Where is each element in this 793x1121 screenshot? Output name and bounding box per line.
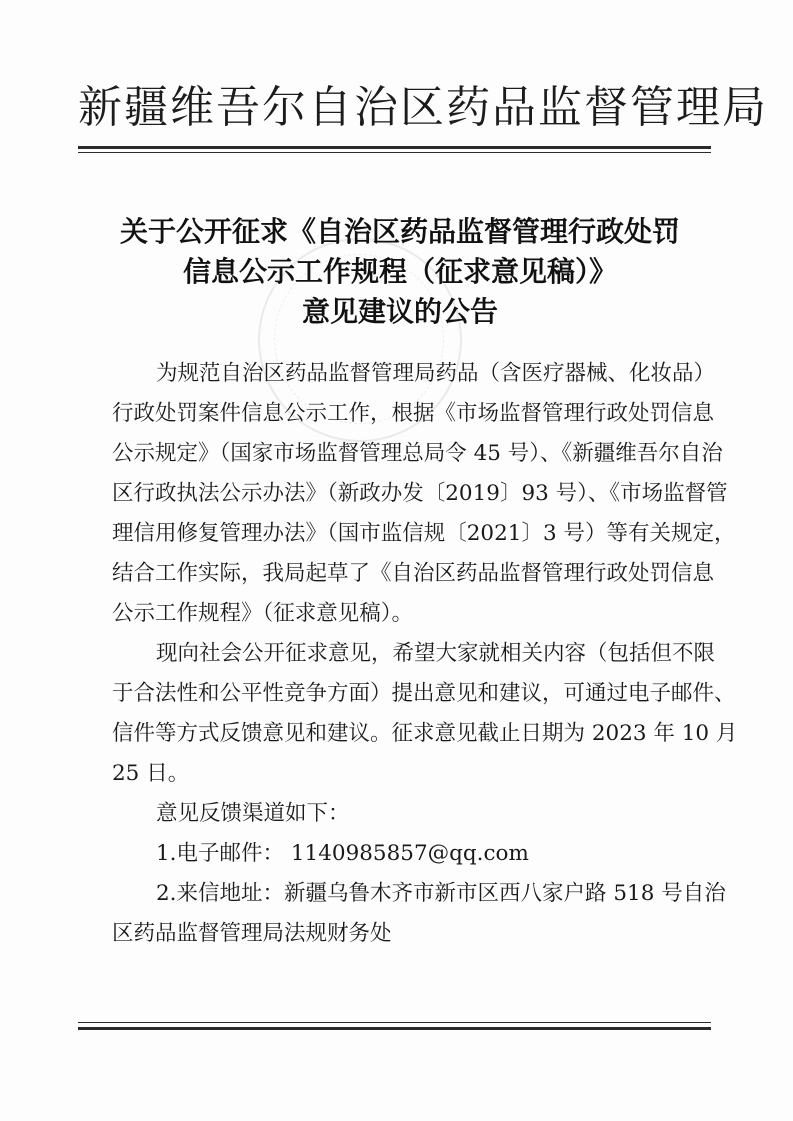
paragraph-line: 区行政执法公示办法》（新政办发〔2019〕93 号）、《市场监督管 xyxy=(112,481,728,506)
footer-rule-thin xyxy=(78,1022,711,1023)
notice-body xyxy=(112,354,738,954)
feedback-email: 1.电子邮件： 1140985857@qq.com xyxy=(156,841,529,866)
paragraph-line: 理信用修复管理办法》（国市监信规〔2021〕3 号）等有关规定， xyxy=(112,521,736,546)
paragraph-line: 现向社会公开征求意见，希望大家就相关内容（包括但不限 xyxy=(156,641,716,666)
notice-title-line: 关于公开征求《自治区药品监督管理行政处罚 xyxy=(119,215,680,248)
notice-title-line: 信息公示工作规程（征求意见稿）》 xyxy=(182,255,617,288)
paragraph-line: 于合法性和公平性竞争方面）提出意见和建议，可通过电子邮件、 xyxy=(112,681,736,706)
header-rule-thick xyxy=(78,146,711,149)
agency-letterhead: 新疆维吾尔自治区药品监督管理局 xyxy=(78,82,768,133)
paragraph-line: 为规范自治区药品监督管理局药品（含医疗器械、化妆品） xyxy=(156,361,716,386)
feedback-address: 2.来信地址：新疆乌鲁木齐市新市区西八家户路 518 号自治 xyxy=(156,881,726,906)
paragraph-line: 公示规定》（国家市场监督管理总局令 45 号）、《新疆维吾尔自治 xyxy=(112,441,723,466)
footer-rule-thick xyxy=(78,1027,711,1030)
paragraph-line: 25 日。 xyxy=(112,761,190,786)
paragraph-line: 行政处罚案件信息公示工作，根据《市场监督管理行政处罚信息 xyxy=(112,401,715,426)
paragraph-line: 信件等方式反馈意见和建议。征求意见截止日期为 2023 年 10 月 xyxy=(112,721,738,746)
paragraph-line: 结合工作实际，我局起草了《自治区药品监督管理行政处罚信息 xyxy=(112,561,715,586)
paragraph-line: 公示工作规程》（征求意见稿）。 xyxy=(112,601,414,626)
notice-title-line: 意见建议的公告 xyxy=(301,295,498,328)
notice-title xyxy=(100,212,700,332)
feedback-channels-heading: 意见反馈渠道如下： xyxy=(156,801,350,826)
header-rule-thin xyxy=(78,152,711,153)
feedback-address-continued: 区药品监督管理局法规财务处 xyxy=(112,921,392,946)
